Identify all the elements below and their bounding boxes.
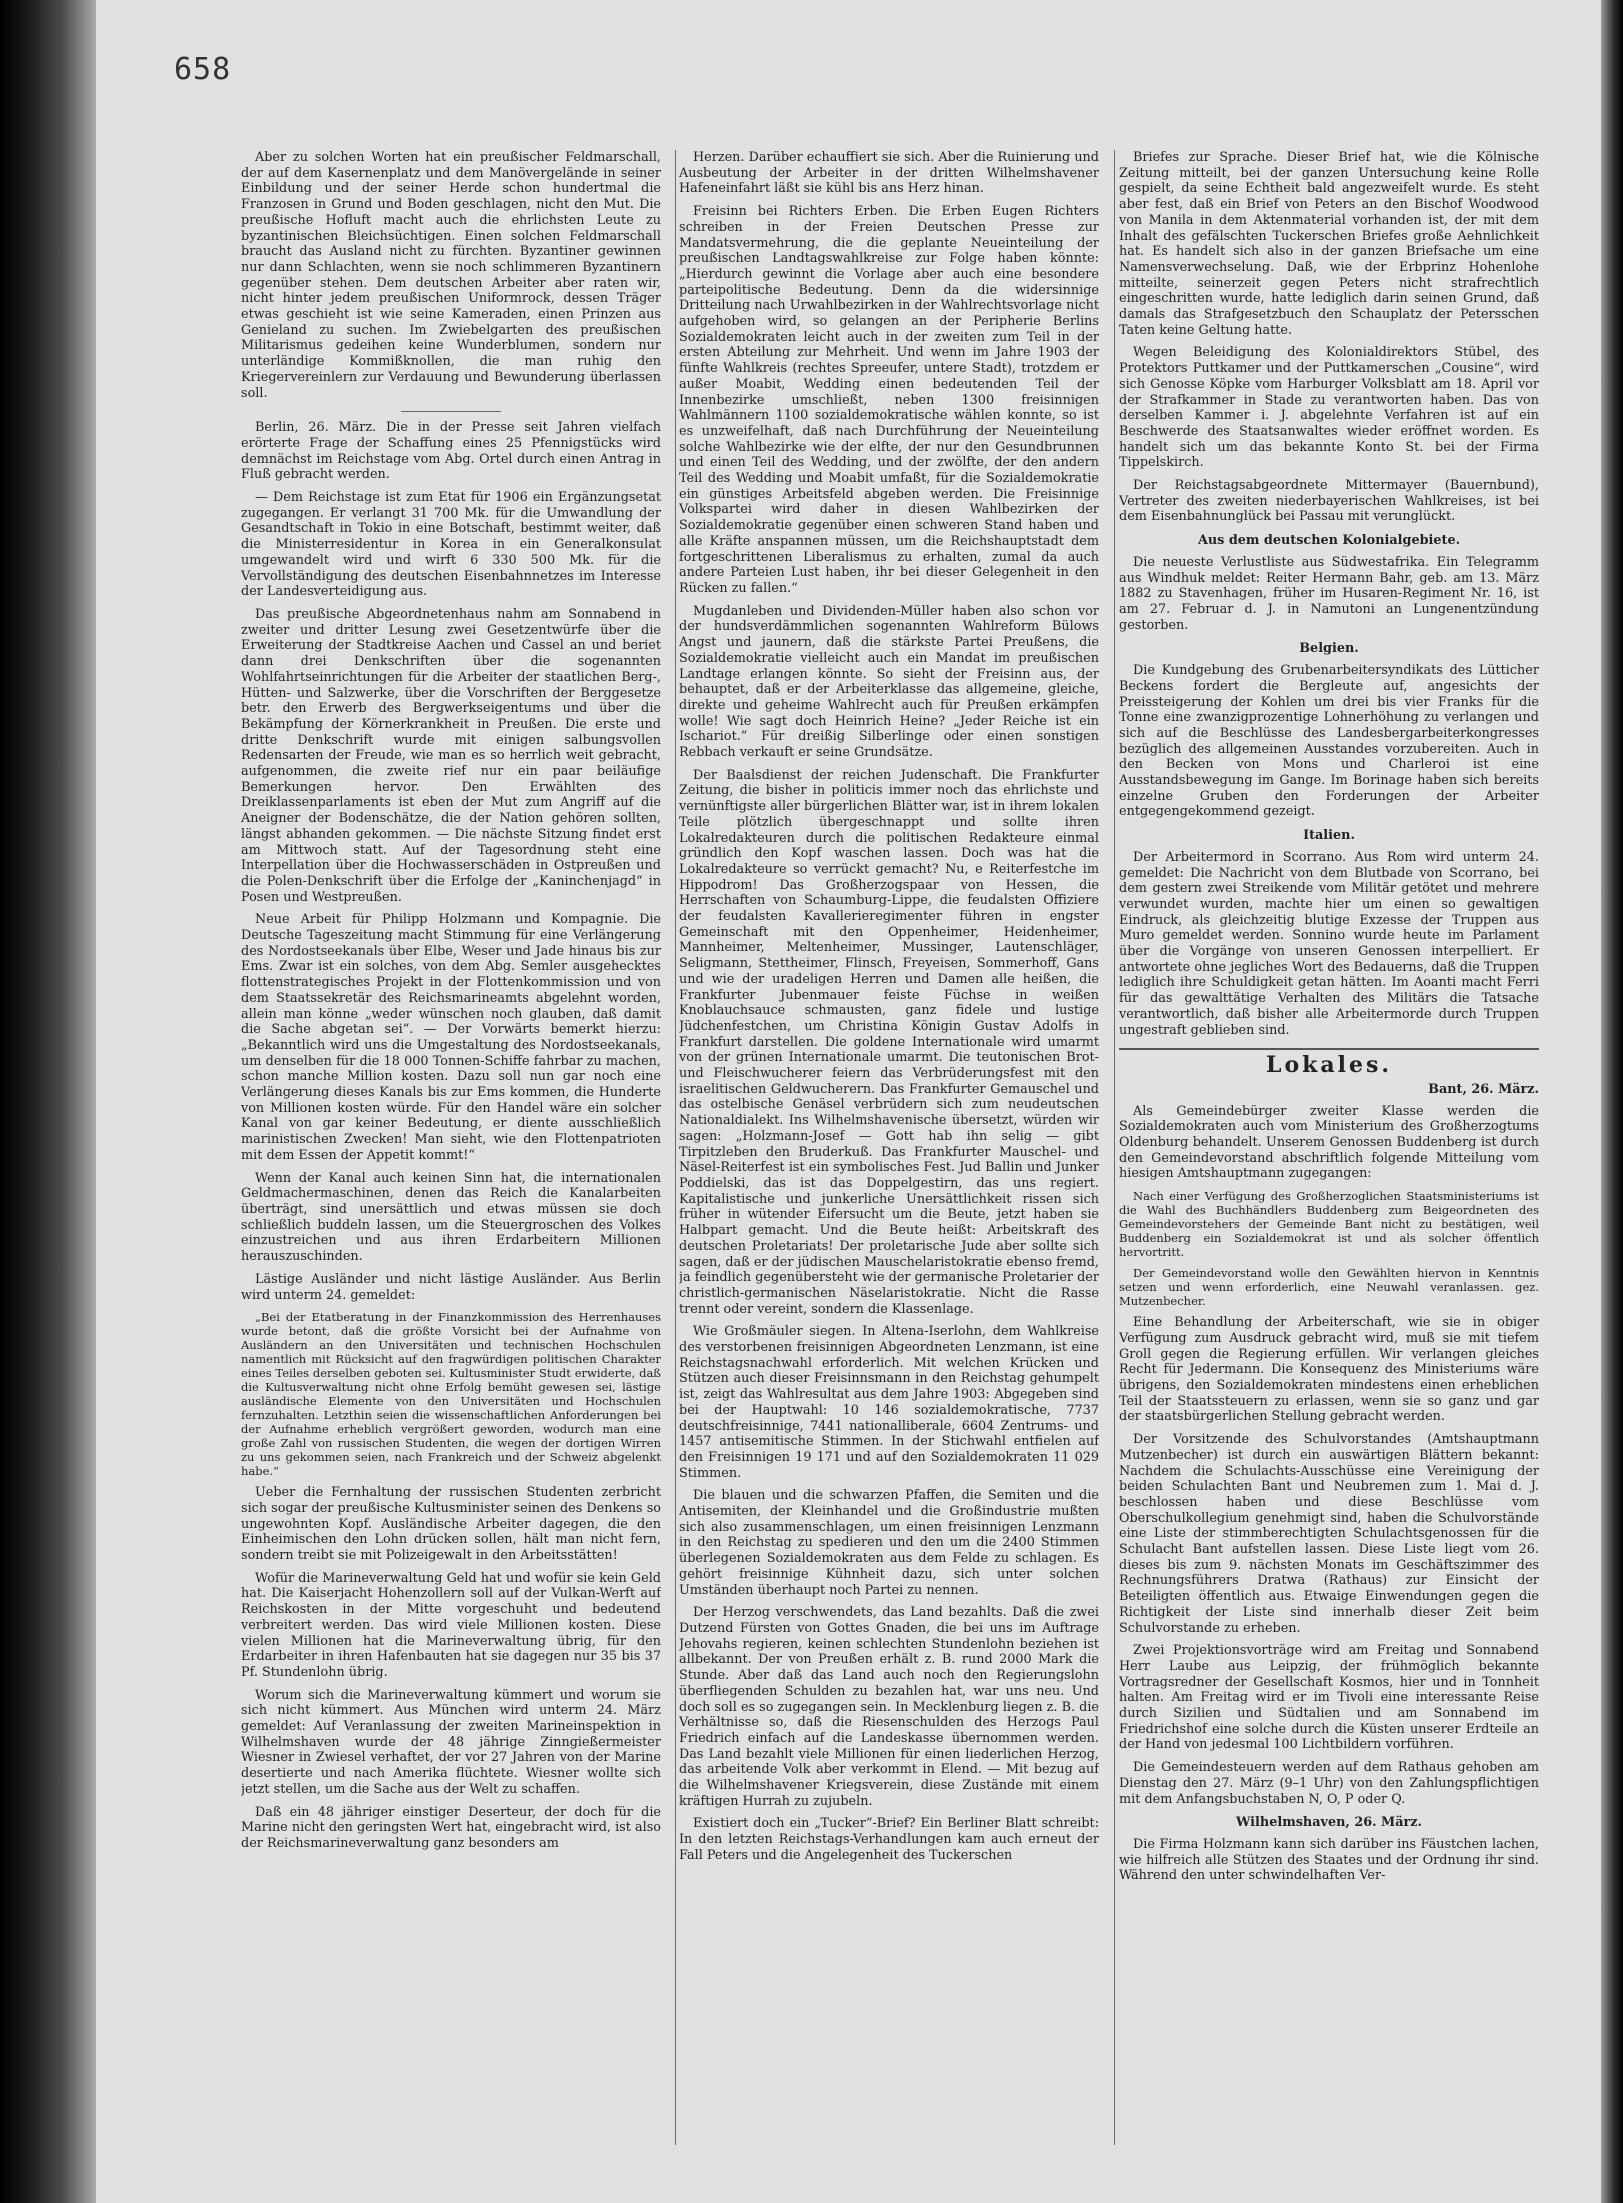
news-grubenarbeiter: Die Kundgebung des Grubenarbeitersyndikats des Lütticher Beckens fordert die Bergleute auf, angesichts der Preissteigerung der Kohlen um drei bis vier Franks für die Tonne eine zwanzigprozentige Lohnerhöhung zu verlangen und sich auf die Beschlüsse des Landesbergarbeiterkongresses bezüglich des allgemeinen Ausstandes vorzubereiten. Auch in den Becken von Mons und Charleroi ist eine Ausstandsbewegung im Gange. Im Borinage haben sich bereits einzelne Gruben den Forderungen der Arbeiter entgegengekommend gezeigt. xyxy=(1119,663,1539,820)
news-auslaender-head: Lästige Ausländer und nicht lästige Ausländer. Aus Berlin wird unterm 24. gemeldet: xyxy=(241,1271,661,1303)
news-grossmaeuler: Wie Großmäuler siegen. In Altena-Iserlohn, dem Wahlkreise des verstorbenen freisinnigen Abgeordneten Lenzmann, ist eine Reichstagsnachwahl erforderlich. Mit welchen Krücken und Stützen auch dieser Freisinnsmann in den Reichstag gehumpelt ist, zeigt das Wahlresultat aus dem Jahre 1903: Abgegeben sind bei der Hauptwahl: 10 146 sozialdemokratische, 7737 deutschfreisinnige, 7441 nationalliberale, 6604 Zentrums- und 1457 antisemitische Stimmen. In der Stichwahl entfielen auf den Freisinnigen 19 171 und auf den Sozialdemokraten 11 029 Stimmen. xyxy=(679,1324,1099,1481)
news-tucker-brief: Existiert doch ein „Tucker“-Brief? Ein Berliner Blatt schreibt: In den letzten Reichstags-Verhandlungen kam auch erneut der Fall Peters und die Angelegenheit des Tuckerschen xyxy=(679,1816,1099,1863)
news-mittermayer: Der Reichstagsabgeordnete Mittermayer (Bauernbund), Vertreter des zweiten niederbayerischen Wahlkreises, ist bei dem Eisenbahnunglück bei Passau mit verunglückt. xyxy=(1119,478,1539,525)
section-heading-kolonial: Aus dem deutschen Kolonialgebiete. xyxy=(1197,533,1461,549)
news-deserteur: Daß ein 48 jähriger einstiger Deserteur, der doch für die Marine nicht den geringsten Wert hat, eingebracht wird, ist also der Reichsmarineverwaltung ganz besonders am xyxy=(241,1804,661,1851)
section-heading-italien: Italien. xyxy=(1303,828,1355,844)
news-stuebel: Wegen Beleidigung des Kolonialdirektors Stübel, des Protektors Puttkamer und der Puttkamerschen „Cousine“, wird sich Genosse Köpke vom Harburger Volksblatt am 18. April vor der Strafkammer in Stade zu verantworten haben. Das von derselben Kammer i. J. abgelehnte Verfahren ist auf ein Beschwerde des Staatsanwaltes wieder eröffnet worden. Es handelt sich um das bekannte Konto St. bei der Firma Tippelskirch. xyxy=(1119,345,1539,471)
article-feldmarschall-end: Aber zu solchen Worten hat ein preußischer Feldmarschall, der auf dem Kasernenplatz und dem Manövergelände in seiner Einbildung und der seiner Herde schon hundertmal die Franzosen in Grund und Boden geschlagen, nicht den Mut. Die preußische Hofluft macht auch die ehrlichsten Leute zu byzantinischen Bleichsüchtigen. Einen solchen Feldmarschall braucht das Ausland nicht zu fürchten. Byzantiner gewinnen nur dann Schlachten, wenn sie noch schlimmeren Byzantinern gegenüber stehen. Dem deutschen Arbeiter aber raten wir, nicht hinter jedem preußischen Uniformrock, dessen Träger etwas geschieht ist wie seine Kameraden, einen Prinzen aus Genieland zu suchen. Im Zwiebelgarten des preußischen Militarismus gedeihen keine Wunderblumen, sondern nur unterländige Kommißknollen, die man ruhig den Kriegervereinlern zur Verdauung und Bewunderung überlassen soll. xyxy=(241,150,661,401)
news-herzen: Herzen. Darüber echauffiert sie sich. Aber die Ruinierung und Ausbeutung der Arbeiter in der dritten Wilhelmshavener Hafeneinfahrt läßt sie kühl bis ans Herz hinan. xyxy=(679,150,1099,197)
newspaper-page xyxy=(96,0,1602,2203)
column-1 xyxy=(241,150,661,2140)
column-rule xyxy=(1114,150,1115,2145)
quote-verfuegung: Nach einer Verfügung des Großherzoglichen Staatsministeriums ist die Wahl des Buchhändlers Buddenberg zum Beigeordneten des Gemeindevorstehers der Gemeinde Bant nicht zu bestätigen, weil Buddenberg ein Sozialdemokrat ist und als solcher öffentlich hervortritt. xyxy=(1119,1189,1539,1260)
news-marine-kuemmert: Worum sich die Marineverwaltung kümmert und worum sie sich nicht kümmert. Aus München wird unterm 24. März gemeldet: Auf Veranlassung der zweiten Marineinspektion in Wilhelmshaven wurde der 48 jährige Zinngießermeister Wiesner in Zwiesel verhaftet, der vor 27 Jahren von der Marine desertierte und nach Amerika flüchtete. Wiesner wollte sich jetzt stellen, um die Sache aus der Welt zu schaffen. xyxy=(241,1687,661,1797)
news-kanal: Wenn der Kanal auch keinen Sinn hat, die internationalen Geldmachermaschinen, denen das Reich die Kanalarbeiten überträgt, sind unersättlich und etwas müssen sie doch schließlich buddeln lassen, um die Steuergroschen des Volkes einzustreichen und aus ihren Erdarbeitern Millionen herauszuschinden. xyxy=(241,1170,661,1265)
news-pfaffen: Die blauen und die schwarzen Pfaffen, die Semiten und die Antisemiten, der Kleinhandel und die Großindustrie mußten sich also zusammenschlagen, um einen freisinnigen Lenzmann in den Reichstag zu spedieren und den um die 2400 Stimmen überlegenen Sozialdemokraten aus dem Felde zu schlagen. Es gehört freisinnige Kühnheit dazu, sich unter solchen Umständen überhaupt noch Partei zu nennen. xyxy=(679,1488,1099,1598)
news-holzmann-firma: Die Firma Holzmann kann sich darüber ins Fäustchen lachen, wie hilfreich alle Stützen des Staates und der Ordnung ihr sind. Während den unter schwindelhaften Ver- xyxy=(1119,1836,1539,1884)
news-auslaender-quote: „Bei der Etatberatung in der Finanzkommission des Herrenhauses wurde betont, daß die größte Vorsicht bei der Aufnahme von Ausländern an den Universitäten und technischen Hochschulen namentlich mit Rücksicht auf den fragwürdigen politischen Charakter eines Teiles derselben geboten sei. Kultusminister Studt erwiderte, daß die Kultusverwaltung nicht ohne Erfolg bemüht gewesen sei, lästige ausländische Elemente von den Universitäten und Hochschulen fernzuhalten. Letzthin seien die wissenschaftlichen Anforderungen bei der Aufnahme erheblich vergrößert geworden, wodurch man eine große Zahl von russischen Studenten, die wegen der dortigen Wirren zu uns gekommen seien, nach Frankreich und der Schweiz abgelenkt habe.“ xyxy=(241,1310,661,1479)
news-baalsdienst: Der Baalsdienst der reichen Judenschaft. Die Frankfurter Zeitung, die bisher in politicis immer noch das ehrlichste und vernünftigste aller bürgerlichen Blätter war, ist in ihrem lokalen Teile plötzlich übergeschnappt und sollte ihren Lokalredakteuren durch die politischen Redakteure einmal gründlich den Kopf waschen lassen. Doch was hat die Lokalredakteure so verrückt gemacht? Nu, e Reiterfestche im Hippodrom! Das Großherzogspaar von Hessen, die Herrschaften von Schaumburg-Lippe, die feudalsten Offiziere der feudalsten Kavallerieregimenter führen in engster Gemeinschaft mit den Oppenheimer, Heidenheimer, Mannheimer, Meltenheimer, Mussinger, Lautenschläger, Seligmann, Stettheimer, Flinsch, Freyeisen, Sommerhoff, Gans und wie der uradeligen Herren und Damen alle heißen, die Frankfurter Jubenmauer feiste Füchse in weißen Knoblauchsauce schmausten, ganz fidele und lustige Jüdchenfestchen, um Christina Königin Gustav Adolfs in Frankfurt darstellen. Die goldene Internationale wird umarmt von der grünen Internationale umarmt. Die teutonischen Brot- und Fleischwucherer feiern das Verbrüderungsfest mit den israelitischen Geldwucherern. Das Frankfurter Gemauschel und das ostelbische Genäsel verbrüdern sich zum neudeutschen Nationaldialekt. Ins Wilhelmshavenische übersetzt, würden wir sagen: „Holzmann-Josef — Gott hab ihn selig — gibt Tirpitzleben den Bruderkuß. Das Frankfurter Mauschel- und Näsel-Reiterfest ist ein symbolisches Fest. Jud Ballin und Junker Poddielski, das ist das Doppelgestirn, das uns regiert. Kapitalistische und junkerliche Unersättlichkeit rissen sich früher in wütender Eifersucht um die Beute, jetzt haben sie Halbpart gemacht. Und die Beute heißt: Arbeitskraft des deutschen Proletariats! Der proletarische Jude aber sollte sich sagen, daß er der jüdischen Mauschelaristokratie ebenso fremd, ja feindlich gegenübersteht wie der germanische Proletarier der christlich-germanischen Näselaristokratie. Nicht die Rasse trennt oder vereint, sondern die Klassenlage. xyxy=(679,767,1099,1317)
column-2 xyxy=(679,150,1099,2140)
news-abgeordnetenhaus: Das preußische Abgeordnetenhaus nahm am Sonnabend in zweiter und dritter Lesung zwei Gesetzentwürfe über die Erweiterung der Stadtkreise Aachen und Cassel an und beriet dann drei Denkschriften über die sogenannten Wohlfahrtseinrichtungen für die Arbeiter der staatlichen Berg-, Hütten- und Salzwerke, über die Vorschriften der Berggesetze betr. den Erwerb des Bergwerkseigentums und über die Bekämpfung der Körnerkrankheit in Preußen. Die erste und dritte Denkschrift wurde mit einigen salbungsvollen Redensarten der Freude, wie man es so herrlich weit gebracht, aufgenommen, die zweite rief nur ein paar beiläufige Bemerkungen hervor. Den Erwählten des Dreiklassenparlaments ist eben der Mut zum Angriff auf die Aneigner der Bodenschätze, die der Nation gehören sollten, längst abhanden gekommen. — Die nächste Sitzung findet erst am Mittwoch statt. Auf der Tagesordnung steht eine Interpellation über die Hochwasserschäden in Ostpreußen und die Polen-Denkschrift über die Erfolge der „Kaninchenjagd“ in Posen und Westpreußen. xyxy=(241,606,661,905)
news-freisinn-richter: Freisinn bei Richters Erben. Die Erben Eugen Richters schreiben in der Freien Deutschen Presse zur Mandatsvermehrung, die die geplante Neueinteilung der preußischen Landtagswahlkreise zur Folge haben könnte: „Hierdurch gewinnt die Vorlage aber auch eine besondere parteipolitische Bedeutung. Denn da die widersinnige Dritteilung nach Urwahlbezirken in der Wahlrechtsvorlage nicht aufgehoben wird, so gelangen an der Peripherie Berlins Sozialdemokraten leicht auch in der zweiten zum Teil in der ersten Abteilung zur Mehrheit. Und wenn im Jahre 1903 der fünfte Wahlkreis (rechtes Spreeufer, untere Stadt), trotzdem er außer Moabit, Wedding einen bedeutenden Teil der Innenbezirke umschließt, neben 1300 freisinnigen Wahlmännern 1100 sozialdemokratische wählen konnte, so ist es unzweifelhaft, daß nach Durchführung der Neueinteilung solche Wahlbezirke wie der elfte, der nur den Gesundbrunnen und einen Teil des Wedding, und der zwölfte, der den andern Teil des Wedding und Moabit umfaßt, für die Sozialdemokratie ein günstiges Arbeitsfeld abgeben werden. Die Freisinnige Volkspartei wird daher in diesen Wahlbezirken der Sozialdemokratie gegenüber einen schweren Stand haben und alle Kräfte anspannen müssen, um die Reichshauptstadt dem fortgeschrittenen Liberalismus zu erhalten, zumal da auch andere Parteien Lust haben, ihr bei dieser Gelegenheit in den Rücken zu fallen.“ xyxy=(679,204,1099,596)
news-gemeindebuerger: Als Gemeindebürger zweiter Klasse werden die Sozialdemokraten auch vom Ministerium des Großherzogtums Oldenburg behandelt. Unserem Genossen Buddenberg ist durch den Gemeindevorstand abschriftlich folgende Mitteilung vom hiesigen Amtshauptmann zugegangen: xyxy=(1119,1103,1539,1182)
news-projektionsvortraege: Zwei Projektionsvorträge wird am Freitag und Sonnabend Herr Laube aus Leipzig, der frühmöglich bekannte Vortragsredner der Gesellschaft Kosmos, hier und in Tonnheit halten. Am Freitag wird er im Tivoli eine interessante Reise durch Sizilien und Südtalien und am Sonnabend im Friedrichshof eine solche durch die Küsten unserer Erdteile an der Hand von jedesmal 100 Lichtbildern vorführen. xyxy=(1119,1643,1539,1753)
news-briefes: Briefes zur Sprache. Dieser Brief hat, wie die Kölnische Zeitung mitteilt, bei der ganzen Untersuchung keine Rolle gespielt, da seine Echtheit bald angezweifelt wurde. Es steht aber fest, daß ein Brief von Peters an den Bischof Woodwood von Manila in dem Aktenmaterial vorhanden ist, der mit dem Inhalt des gefälschten Tuckerschen Briefes große Aehnlichkeit hat. Es handelt sich also in der ganzen Briefsache um eine Namensverwechselung. Daß, wie der Erbprinz Hohenlohe mitteilte, seinerzeit gegen Peters nicht strafrechtlich eingeschritten wurde, hatte lediglich darin seinen Grund, daß damals das Strafgesetzbuch den Schauplatz der Petersschen Taten keine Geltung hatte. xyxy=(1119,150,1539,338)
news-herzog: Der Herzog verschwendets, das Land bezahlts. Daß die zwei Dutzend Fürsten von Gottes Gnaden, die bei uns im Auftrage Jehovahs regieren, keinen schlechten Stundenlohn beziehen ist allbekannt. Der von Preußen erhält z. B. rund 2000 Mark die Stunde. Aber daß das Land auch noch den Regierungslohn überfliegenden Schulden zu bezahlen hat, war uns neu. Und doch soll es so zugegangen sein. In Mecklenburg liegen z. B. die Verhältnisse so, daß die Riesenschulden des Herzogs Paul Friedrich einfach auf die Landeskasse übernommen werden. Das Land bezahlt viele Millionen für einen liederlichen Herzog, das arbeitende Volk aber verkommt in Elend. — Mit bezug auf die Wilhelmshavener Kriegsverein, diese Zustände mit einem kräftigen Hurrah zu zujubeln. xyxy=(679,1605,1099,1809)
dateline-bant: Bant, 26. März. xyxy=(1428,1081,1539,1097)
section-heading-belgien: Belgien. xyxy=(1299,641,1359,657)
dateline-wilhelmshaven: Wilhelmshaven, 26. März. xyxy=(1236,1815,1422,1831)
column-3 xyxy=(1119,150,1539,2140)
separator xyxy=(401,411,501,412)
news-behandlung: Eine Behandlung der Arbeiterschaft, wie sie in obiger Verfügung zum Ausdruck gebracht wird, muß sie mit tiefem Groll gegen die Regierung erfüllen. Wir verlangen gleiches Recht für Jedermann. Die Konsequenz des Ministeriums wäre übrigens, den Sozialdemokraten mindestens einen erheblichen Teil der Staatssteuern zu erlassen, wenn sie so ganz und gar der staatsbürgerlichen Stellung gebracht werden. xyxy=(1119,1315,1539,1425)
section-heading-lokales: Lokales. xyxy=(1119,1048,1539,1074)
page-number: 658 xyxy=(174,52,232,87)
book-spine-shadow xyxy=(0,0,100,2203)
news-berlin-25pfennig: Berlin, 26. März. Die in der Presse seit Jahren vielfach erörterte Frage der Schaffung eines 25 Pfennigstücks wird demnächst im Reichstage vom Abg. Ortel durch einen Antrag in Fluß gebracht werden. xyxy=(241,420,661,483)
quote-gemeindevorstand: Der Gemeindevorstand wolle den Gewählten hiervon in Kenntnis setzen und wenn erforderlich, eine Neuwahl veranlassen. gez. Mutzenbecher. xyxy=(1119,1266,1539,1309)
news-schulvorstand: Der Vorsitzende des Schulvorstandes (Amtshauptmann Mutzenbecher) ist durch ein auswärtigen Blättern bekannt: Nachdem die Schulachts-Ausschüsse eine Vereinigung der beiden Schulachten Bant und Neubremen zum 1. Mai d. J. beschlossen haben und diese Beschlüsse vom Oberschulkollegium genehmigt sind, haben die Schulvorstände eine Liste der stimmberechtigten Schulachtsgenossen für die Schulacht Bant aufstellen lassen. Diese Liste liegt vom 26. dieses bis zum 9. nächsten Monats im Geschäftszimmer des Rechnungsführers Dratwa (Rathaus) zur Einsicht der Beteiligten öffentlich aus. Etwaige Einwendungen gegen die Richtigkeit der Liste sind innerhalb dieser Zeit beim Schulvorstande zu erheben. xyxy=(1119,1432,1539,1636)
news-auslaender-comment: Ueber die Fernhaltung der russischen Studenten zerbricht sich sogar der preußische Kultusminister seinen des Denkens so ungewohnten Kopf. Ausländische Arbeiter dagegen, die den Einheimischen den Lohn drücken sollen, hält man nicht fern, sondern treibt sie mit Polizeigewalt in den Arbeitsstätten! xyxy=(241,1485,661,1564)
news-gemeindesteuern: Die Gemeindesteuern werden auf dem Rathaus gehoben am Dienstag den 27. März (9–1 Uhr) von den Zahlungspflichtigen mit dem Anfangsbuchstaben N, O, P oder Q. xyxy=(1119,1760,1539,1807)
column-rule xyxy=(675,150,676,2145)
news-scorrano: Der Arbeitermord in Scorrano. Aus Rom wird unterm 24. gemeldet: Die Nachricht von dem Blutbade von Scorrano, bei dem gestern zwei Streikende vom Militär getötet und mehrere verwundet wurden, machte hier um einen so gewaltigen Eindruck, als gleichzeitig blutige Exzesse der Truppen aus Muro gemeldet werden. Sonnino wurde heute im Parlament über die Vorgänge von unseren Genossen interpelliert. Er antwortete ohne jegliches Wort des Bedauerns, daß die Truppen lediglich ihre Schuldigkeit getan hätten. Im Aoanti macht Ferri für das gewalttätige Verhalten des Militärs die Tatsache verantwortlich, daß bisher alle Arbeitermorde durch Truppen ungestraft geblieben sind. xyxy=(1119,849,1539,1038)
news-mugdan: Mugdanleben und Dividenden-Müller haben also schon vor der hundsverdämmlichen sogenannten Wahlreform Bülows Angst und jaunern, daß die stärkste Partei Preußens, die Sozialdemokratie vielleicht auch ein Mandat im preußischen Landtage erlangen könnte. So sieht der Freisinn aus, der behauptet, daß er der Arbeiterklasse das allgemeine, gleiche, direkte und geheime Wahlrecht auch für Preußen erkämpfen wolle! Wie sagt doch Heinrich Heine? „Jeder Reiche ist ein Ischariot.“ Für dreißig Silberlinge oder einen sonstigen Rebbach verkauft er seine Grundsätze. xyxy=(679,603,1099,761)
scan-edge-shadow xyxy=(1601,0,1623,2203)
news-verlustliste: Die neueste Verlustliste aus Südwestafrika. Ein Telegramm aus Windhuk meldet: Reiter Hermann Bahr, geb. am 13. März 1882 zu Stavenhagen, früher im Husaren-Regiment Nr. 16, ist am 27. Februar d. J. in Namutoni an Lungenentzündung gestorben. xyxy=(1119,554,1539,633)
news-ergaenzungsetat: — Dem Reichstage ist zum Etat für 1906 ein Ergänzungsetat zugegangen. Er verlangt 31 700 Mk. für die Umwandlung der Gesandtschaft in Tokio in eine Botschaft, bestimmt weiter, daß die Ministerresidentur in Korea in ein Generalkonsulat umgewandelt wird und wirft 6 330 500 Mk. für die Vervollständigung des deutschen Eisenbahnnetzes im Interesse der Landesverteidigung aus. xyxy=(241,490,661,600)
news-holzmann: Neue Arbeit für Philipp Holzmann und Kompagnie. Die Deutsche Tageszeitung macht Stimmung für eine Verlängerung des Nordostseekanals über Elbe, Weser und Jade hinaus bis zur Ems. Zwar ist ein solches, von dem Abg. Semler ausgehecktes flottenstrategisches Projekt in der Flottenkommission und von dem Staatssekretär des Reichsmarineamts abgelehnt worden, allein man könne „weder wünschen noch glauben, daß damit die Sache abgetan sei“. — Der Vorwärts bemerkt hierzu: „Bekanntlich wird uns die Umgestaltung des Nordostseekanals, um denselben für die 18 000 Tonnen-Schiffe fahrbar zu machen, schon manche Million kosten. Dazu soll nun gar noch eine Verlängerung dieses Kanals bis zur Ems kommen, die Hunderte von Millionen kosten würde. Für den Handel wäre ein solcher Kanal von gar keiner Bedeutung, er diente ausschließlich marinistischen Zwecken! Man sieht, wie den Flottenpatrioten mit dem Essen der Appetit kommt!“ xyxy=(241,912,661,1163)
news-marine-geld: Wofür die Marineverwaltung Geld hat und wofür sie kein Geld hat. Die Kaiserjacht Hohenzollern soll auf der Vulkan-Werft auf Reichskosten in der Mitte vorgeschuht und bedeutend verbreitert werden. Das wird viele Millionen kosten. Diese vielen Millionen hat die Marineverwaltung übrig, für den Erdarbeiter in ihren Hafenbauten hat sie dagegen nur 35 bis 37 Pf. Stundenlohn übrig. xyxy=(241,1570,661,1680)
